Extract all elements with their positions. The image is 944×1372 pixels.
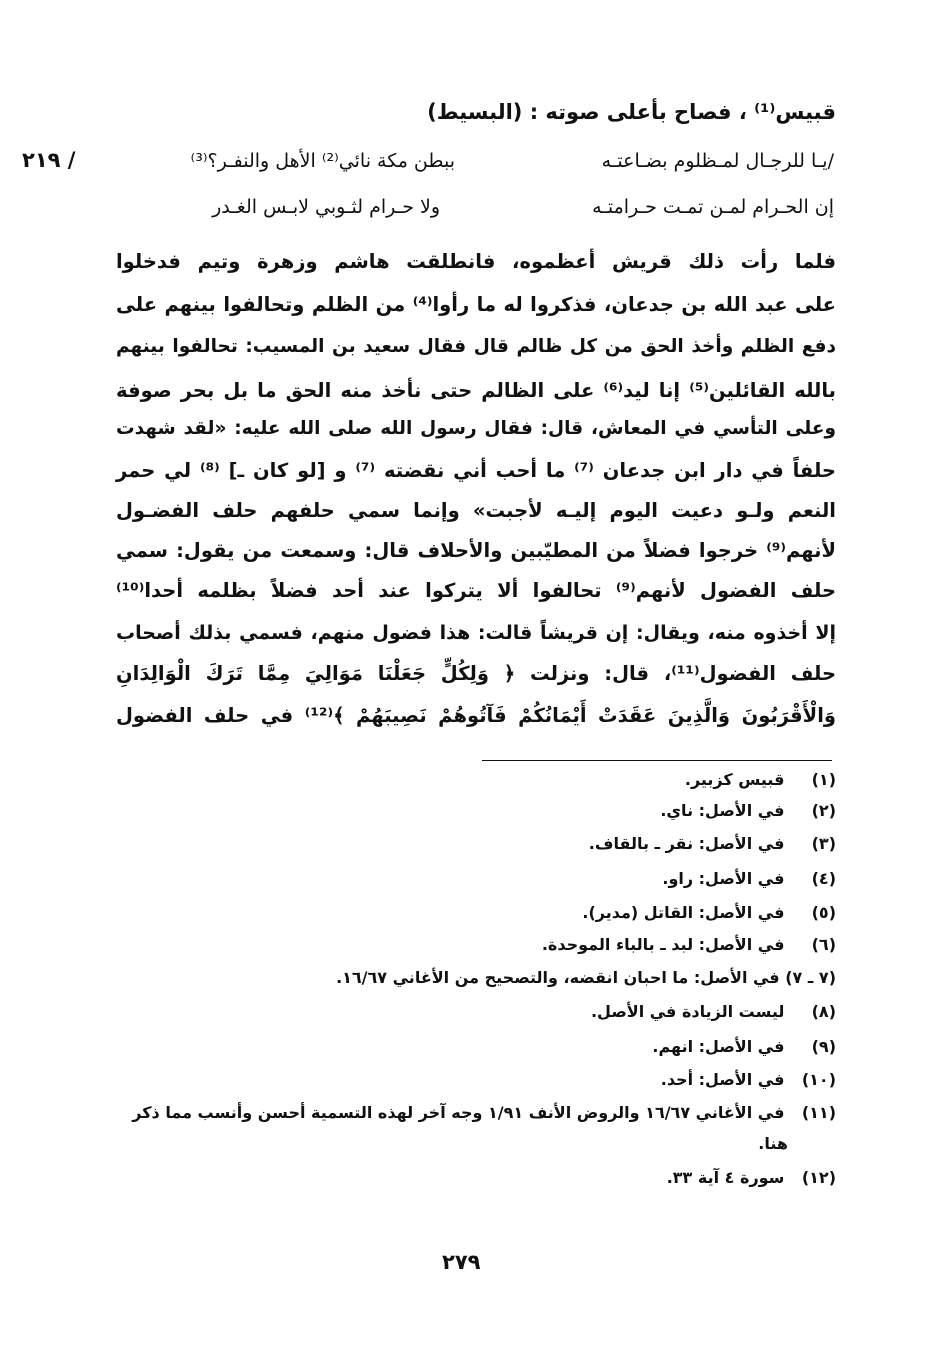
footnote-number: (٩) <box>811 1037 836 1056</box>
footnote-text: في الأصل: ناي. <box>660 801 785 820</box>
footnote <box>661 1070 836 1089</box>
poem-line-1-first-hemistich: /يـا للرجـال لمـظلوم بضـاعتـه <box>601 150 834 172</box>
footnote <box>336 968 836 987</box>
footnote-text: في الأصل: انهم. <box>652 1037 785 1056</box>
footnote-text: في الأغاني ١٦/٦٧ والروض الأنف ١/٩١ وجه آخر لهذه التسمية أحسن وأنسب مما ذكر <box>132 1103 785 1122</box>
footnote-number: (٢) <box>811 801 836 820</box>
footnote <box>132 1103 836 1122</box>
footnote-text: قبيس كزبير. <box>684 770 785 789</box>
footnote-number: (١١) <box>801 1103 836 1122</box>
footnote-separator <box>482 760 832 761</box>
footnote <box>660 801 836 820</box>
body-text-line: وَالْأَقْرَبُونَ وَالَّذِينَ عَقَدَتْ أَيْمَانُكُمْ فَآتُوهُمْ نَصِيبَهُمْ ﴾⁽¹²⁾ في حلف الفضول <box>116 704 837 727</box>
footnote-text: في الأصل: ما احبان انقضه، والتصحيح من الأغاني ١٦/٦٧. <box>336 968 780 987</box>
footnote <box>591 1002 836 1021</box>
body-text-line: حلفاً في دار ابن جدعان ⁽⁷⁾ ما أحب أني نقضته ⁽⁷⁾ و [لو كان ـ] ⁽⁸⁾ لي حمر <box>116 459 836 482</box>
footnote <box>662 869 836 888</box>
section-heading: قبيس⁽¹⁾ ، فصاح بأعلى صوته : (البسيط) <box>427 100 836 124</box>
body-text-line: حلف الفضول لأنهم⁽⁹⁾ تحالفوا ألا يتركوا عند أحد فضلاً بظلمه أحدا⁽¹⁰⁾ <box>116 579 836 602</box>
footnote-text: في الأصل: القاتل (مدير). <box>582 903 785 922</box>
footnote <box>582 903 836 922</box>
footnote-number: (٨) <box>811 1002 836 1021</box>
footnote-number: (١٠) <box>801 1070 836 1089</box>
footnote-text: في الأصل: راو. <box>662 869 785 888</box>
footnote <box>652 1037 836 1056</box>
body-text-line: النعم ولـو دعيت اليوم إليـه لأجبت» وإنما سمي حلفهم حلف الفضـول <box>116 499 836 522</box>
footnote-text: في الأصل: لبد ـ بالباء الموحدة. <box>541 935 785 954</box>
body-text-line: وعلى التأسي في المعاش، قال: فقال رسول الله صلى الله عليه: «لقد شهدت <box>116 418 836 439</box>
poem-line-1-second-hemistich: ببطن مكة نائي⁽²⁾ الأهل والنفـر؟⁽³⁾ <box>190 150 455 172</box>
body-text-line: دفع الظلم وأخذ الحق من كل ظالم قال فقال سعيد بن المسيب: تحالفوا بينهم <box>116 336 836 357</box>
body-text-line: حلف الفضول⁽¹¹⁾، قال: ونزلت ﴿ وَلِكُلٍّ جَعَلْنَا مَوَالِيَ مِمَّا تَرَكَ الْوَالِدَانِ <box>116 662 836 685</box>
body-text-line: لأنهم⁽⁹⁾ خرجوا فضلاً من المطيّبين والأحلاف قال: وسمعت من يقول: سمي <box>116 539 836 562</box>
footnote <box>685 770 836 789</box>
poem-line-2-first-hemistich: إن الحـرام لمـن تمـت حـرامتـه <box>592 196 834 218</box>
footnote-text: في الأصل: نقر ـ بالقاف. <box>588 834 785 853</box>
footnote-text: في الأصل: أحد. <box>660 1070 785 1089</box>
footnote <box>542 935 836 954</box>
footnote-text: ليست الزيادة في الأصل. <box>590 1002 785 1021</box>
footnote-number: (٧ ـ ٧) <box>785 968 836 987</box>
body-text-line: على عبد الله بن جدعان، فذكروا له ما رأوا⁽⁴⁾ من الظلم وتحالفوا بينهم على <box>116 293 836 316</box>
footnote-number: (٥) <box>811 903 836 922</box>
footnote-number: (١٢) <box>801 1168 836 1187</box>
margin-page-reference: / ٢١٩ <box>22 148 76 172</box>
footnote-text: سورة ٤ آية ٣٣. <box>666 1168 785 1187</box>
footnote <box>589 834 836 853</box>
footnote-number: (٤) <box>811 869 836 888</box>
page-number: ٢٧٩ <box>442 1250 481 1274</box>
footnote-number: (٣) <box>811 834 836 853</box>
body-text-line: فلما رأت ذلك قريش أعظموه، فانطلقت هاشم وزهرة وتيم فدخلوا <box>116 250 836 273</box>
footnote <box>667 1168 836 1187</box>
body-text-line: بالله القائلين⁽⁵⁾ إنا ليد⁽⁶⁾ على الظالم حتى نأخذ منه الحق ما بل بحر صوفة <box>116 379 836 402</box>
poem-line-2-second-hemistich: ولا حـرام لثـوبي لابـس الغـدر <box>212 196 440 218</box>
body-text-line: إلا أخذوه منه، ويقال: إن قريشاً قالت: هذا فضول منهم، فسمي بذلك أصحاب <box>116 622 836 644</box>
footnote-continuation: هنا. <box>758 1134 788 1153</box>
footnote-number: (٦) <box>811 935 836 954</box>
footnote-number: (١) <box>811 770 836 789</box>
